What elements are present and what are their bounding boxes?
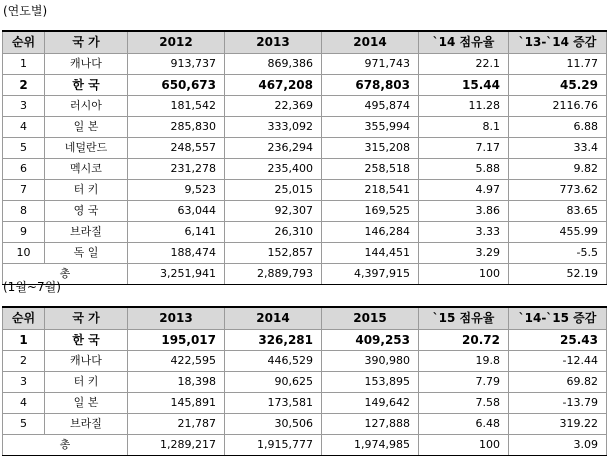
table-cell: 6.48	[419, 414, 509, 435]
table-cell: 4	[3, 117, 45, 138]
table-cell: 2	[3, 351, 45, 372]
table-cell: 3.29	[419, 243, 509, 264]
table-cell: 422,595	[128, 351, 225, 372]
table-cell: 285,830	[128, 117, 225, 138]
table-row	[3, 372, 607, 393]
total-cell: 3.09	[509, 435, 607, 456]
header-change: `14-`15 증감	[509, 307, 607, 330]
total-label: 총	[3, 264, 128, 285]
header-2014: 2014	[322, 31, 419, 54]
table-row	[3, 351, 607, 372]
table-row	[3, 201, 607, 222]
total-cell: 1,974,985	[322, 435, 419, 456]
total-cell: 4,397,915	[322, 264, 419, 285]
table-cell: 6,141	[128, 222, 225, 243]
table-cell: 30,506	[225, 414, 322, 435]
table-cell: 231,278	[128, 159, 225, 180]
table-cell: 446,529	[225, 351, 322, 372]
table-cell: 18,398	[128, 372, 225, 393]
table-cell: 869,386	[225, 54, 322, 75]
table-cell: 네덜란드	[45, 138, 128, 159]
table-cell: 235,400	[225, 159, 322, 180]
table-cell: 333,092	[225, 117, 322, 138]
table-cell: 3.86	[419, 201, 509, 222]
table-cell: 멕시코	[45, 159, 128, 180]
header-2012: 2012	[128, 31, 225, 54]
table-cell: 248,557	[128, 138, 225, 159]
table-cell: 9	[3, 222, 45, 243]
table-cell: 10	[3, 243, 45, 264]
table-cell: 9,523	[128, 180, 225, 201]
table-cell: 한 국	[45, 330, 128, 351]
total-cell: 52.19	[509, 264, 607, 285]
header-country: 국 가	[45, 31, 128, 54]
table-cell: 83.65	[509, 201, 607, 222]
table-cell: 467,208	[225, 75, 322, 96]
table-cell: 173,581	[225, 393, 322, 414]
header-2013: 2013	[225, 31, 322, 54]
table-cell: 터 키	[45, 372, 128, 393]
table-cell: 355,994	[322, 117, 419, 138]
table-cell: 195,017	[128, 330, 225, 351]
table-cell: 3.33	[419, 222, 509, 243]
table-cell: -13.79	[509, 393, 607, 414]
table-row	[3, 138, 607, 159]
header-share: `14 점유율	[419, 31, 509, 54]
header-2014: 2014	[225, 307, 322, 330]
table-cell: 650,673	[128, 75, 225, 96]
header-country: 국 가	[45, 307, 128, 330]
table-cell: 92,307	[225, 201, 322, 222]
table-cell: 영 국	[45, 201, 128, 222]
table-cell: 7.79	[419, 372, 509, 393]
header-rank: 순위	[3, 307, 45, 330]
table-cell: 25.43	[509, 330, 607, 351]
table-cell: 2116.76	[509, 96, 607, 117]
table-cell: 7.58	[419, 393, 509, 414]
total-cell: 1,289,217	[128, 435, 225, 456]
header-rank: 순위	[3, 31, 45, 54]
table-cell: 22.1	[419, 54, 509, 75]
table-row	[3, 222, 607, 243]
table-cell: 8.1	[419, 117, 509, 138]
table-cell: 브라질	[45, 222, 128, 243]
table-cell: -12.44	[509, 351, 607, 372]
table-cell: 1	[3, 330, 45, 351]
table-cell: 188,474	[128, 243, 225, 264]
table-cell: 90,625	[225, 372, 322, 393]
table-cell: -5.5	[509, 243, 607, 264]
table-row	[3, 243, 607, 264]
table-cell: 26,310	[225, 222, 322, 243]
total-row	[3, 435, 607, 456]
table-cell: 218,541	[322, 180, 419, 201]
table-cell: 5	[3, 414, 45, 435]
table1-caption: (연도별)	[3, 4, 48, 18]
table-cell: 7.17	[419, 138, 509, 159]
table-cell: 캐나다	[45, 54, 128, 75]
table-cell: 19.8	[419, 351, 509, 372]
header-change: `13-`14 증감	[509, 31, 607, 54]
table-cell: 319.22	[509, 414, 607, 435]
table-cell: 독 일	[45, 243, 128, 264]
table-cell: 1	[3, 54, 45, 75]
table-cell: 6.88	[509, 117, 607, 138]
table-cell: 409,253	[322, 330, 419, 351]
table-cell: 러시아	[45, 96, 128, 117]
table-cell: 258,518	[322, 159, 419, 180]
table-cell: 8	[3, 201, 45, 222]
table-cell: 33.4	[509, 138, 607, 159]
table-cell: 315,208	[322, 138, 419, 159]
table-cell: 브라질	[45, 414, 128, 435]
table-cell: 7	[3, 180, 45, 201]
table-cell: 149,642	[322, 393, 419, 414]
table-cell: 9.82	[509, 159, 607, 180]
table-cell: 4	[3, 393, 45, 414]
table-cell: 181,542	[128, 96, 225, 117]
table-cell: 152,857	[225, 243, 322, 264]
total-cell: 100	[419, 264, 509, 285]
table-cell: 169,525	[322, 201, 419, 222]
table-cell: 236,294	[225, 138, 322, 159]
annual-ranking-table	[2, 30, 607, 285]
table-cell: 3	[3, 96, 45, 117]
table-cell: 145,891	[128, 393, 225, 414]
jan-jul-ranking-table	[2, 306, 607, 456]
table-cell: 3	[3, 372, 45, 393]
table-header-row	[3, 31, 607, 54]
total-cell: 2,889,793	[225, 264, 322, 285]
table-cell: 한 국	[45, 75, 128, 96]
table-cell: 69.82	[509, 372, 607, 393]
total-row	[3, 264, 607, 285]
table-cell: 678,803	[322, 75, 419, 96]
table-cell: 5.88	[419, 159, 509, 180]
table-cell: 127,888	[322, 414, 419, 435]
table-cell: 터 키	[45, 180, 128, 201]
table-cell: 일 본	[45, 393, 128, 414]
table-cell: 11.77	[509, 54, 607, 75]
table-header-row	[3, 307, 607, 330]
table-row	[3, 393, 607, 414]
table-row	[3, 180, 607, 201]
table-cell: 390,980	[322, 351, 419, 372]
table-cell: 144,451	[322, 243, 419, 264]
table-row	[3, 117, 607, 138]
table-cell: 63,044	[128, 201, 225, 222]
table-row	[3, 75, 607, 96]
table-cell: 153,895	[322, 372, 419, 393]
total-cell: 100	[419, 435, 509, 456]
header-2013: 2013	[128, 307, 225, 330]
table-row	[3, 54, 607, 75]
header-share: `15 점유율	[419, 307, 509, 330]
table-row	[3, 159, 607, 180]
table-cell: 5	[3, 138, 45, 159]
table-row	[3, 330, 607, 351]
header-2015: 2015	[322, 307, 419, 330]
table-cell: 971,743	[322, 54, 419, 75]
table-cell: 455.99	[509, 222, 607, 243]
table-row	[3, 414, 607, 435]
table-cell: 11.28	[419, 96, 509, 117]
table-cell: 146,284	[322, 222, 419, 243]
table-cell: 45.29	[509, 75, 607, 96]
table-cell: 913,737	[128, 54, 225, 75]
table-cell: 캐나다	[45, 351, 128, 372]
table-cell: 21,787	[128, 414, 225, 435]
table-row	[3, 96, 607, 117]
table-cell: 15.44	[419, 75, 509, 96]
table-cell: 일 본	[45, 117, 128, 138]
table-cell: 773.62	[509, 180, 607, 201]
table2-caption: (1월~7월)	[3, 280, 61, 294]
table-cell: 326,281	[225, 330, 322, 351]
total-cell: 3,251,941	[128, 264, 225, 285]
table-cell: 2	[3, 75, 45, 96]
total-cell: 1,915,777	[225, 435, 322, 456]
table-cell: 22,369	[225, 96, 322, 117]
table-cell: 25,015	[225, 180, 322, 201]
table-cell: 4.97	[419, 180, 509, 201]
table-cell: 20.72	[419, 330, 509, 351]
table-cell: 495,874	[322, 96, 419, 117]
total-label: 총	[3, 435, 128, 456]
table-cell: 6	[3, 159, 45, 180]
